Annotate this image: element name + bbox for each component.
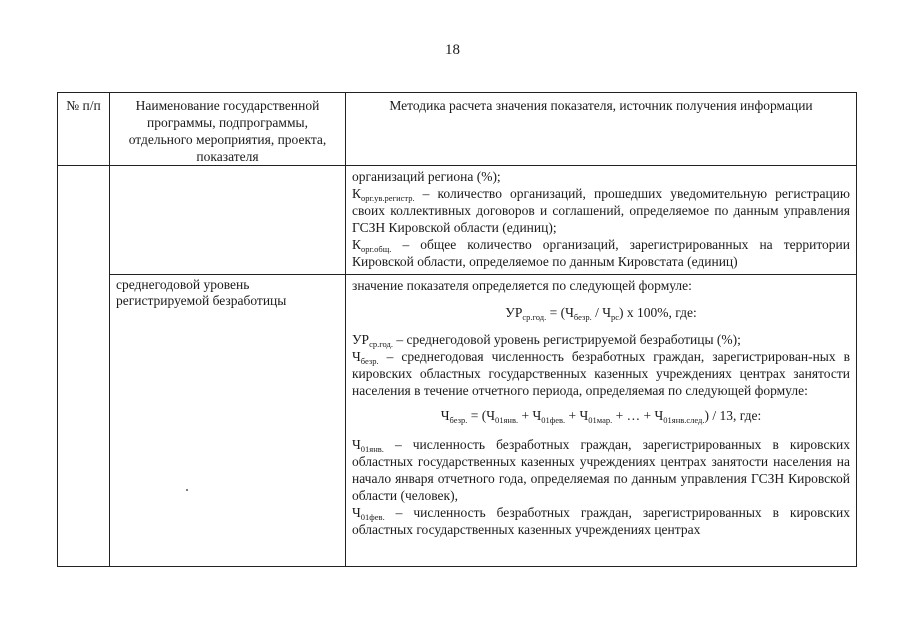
text-line: организаций региона (%); [352, 169, 501, 184]
definition-jan: $Ч_{01янв.}$ – численность безработных граждан, зарегистрированных в кировских областных государственных казенных учреждениях центрах занятости населения на начало января отчетного года, определяемая по данным управления ГСЗН Кировской области (человек), [352, 437, 850, 503]
table-row [58, 166, 857, 275]
name-cell-empty [110, 166, 346, 275]
number-cell [58, 166, 110, 567]
definition-feb: $Ч_{01фев.}$ – численность безработных граждан, зарегистрированных в кировских областных государственных казенных учреждениях центрах [352, 505, 850, 537]
methodology-cell [346, 275, 857, 567]
definition-k-registered: $К_{орг.ув.регистр.}$ – количество организаций, прошедших уведомительную регистрацию своих коллективных договоров и соглашений, определяемое по данным управления ГСЗН Кировской области (единиц); [352, 186, 850, 235]
scan-speck [186, 489, 188, 491]
definition-k-total: $К_{орг.общ.}$ – общее количество организаций, зарегистрированных на территории Кировской области, определяемое по данным Кировстата (единиц) [352, 237, 850, 269]
methodology-cell [346, 166, 857, 275]
indicator-name: среднегодовой уровень регистрируемой безработицы [110, 275, 346, 567]
header-name: Наименование государственной программы, подпрограммы, отдельного мероприятия, проекта, показателя [110, 93, 346, 166]
table-row [58, 275, 857, 567]
formula-ch: $Ч_{безр.} = (Ч_{01янв.} + Ч_{01фев.} + Ч_{01мар.}$ + … + $Ч_{01янв.след.}) / 13$, где: [440, 408, 762, 425]
table-header-row [58, 93, 857, 166]
definition-ch-bezr: $Ч_{безр.}$ – среднегодовая численность безработных граждан, зарегистрирован-ных в кировских областных государственных казенных учреждениях центрах занятости населения в течение отчетного периода, определяемая по следующей формуле: [352, 349, 850, 398]
header-number: № п/п [58, 93, 110, 166]
formula-ur: $УР_{ср.год.} = (Ч_{безр.} / Ч_{рс})$ х 100%, где: [505, 305, 697, 322]
page-number: 18 [445, 42, 460, 58]
definition-ur: $УР_{ср.год.}$ – среднегодовой уровень регистрируемой безработицы (%); [352, 332, 741, 349]
formula-intro: значение показателя определяется по следующей формуле: [352, 278, 692, 293]
header-methodology: Методика расчета значения показателя, источник получения информации [346, 93, 857, 166]
methodology-table [57, 92, 857, 567]
